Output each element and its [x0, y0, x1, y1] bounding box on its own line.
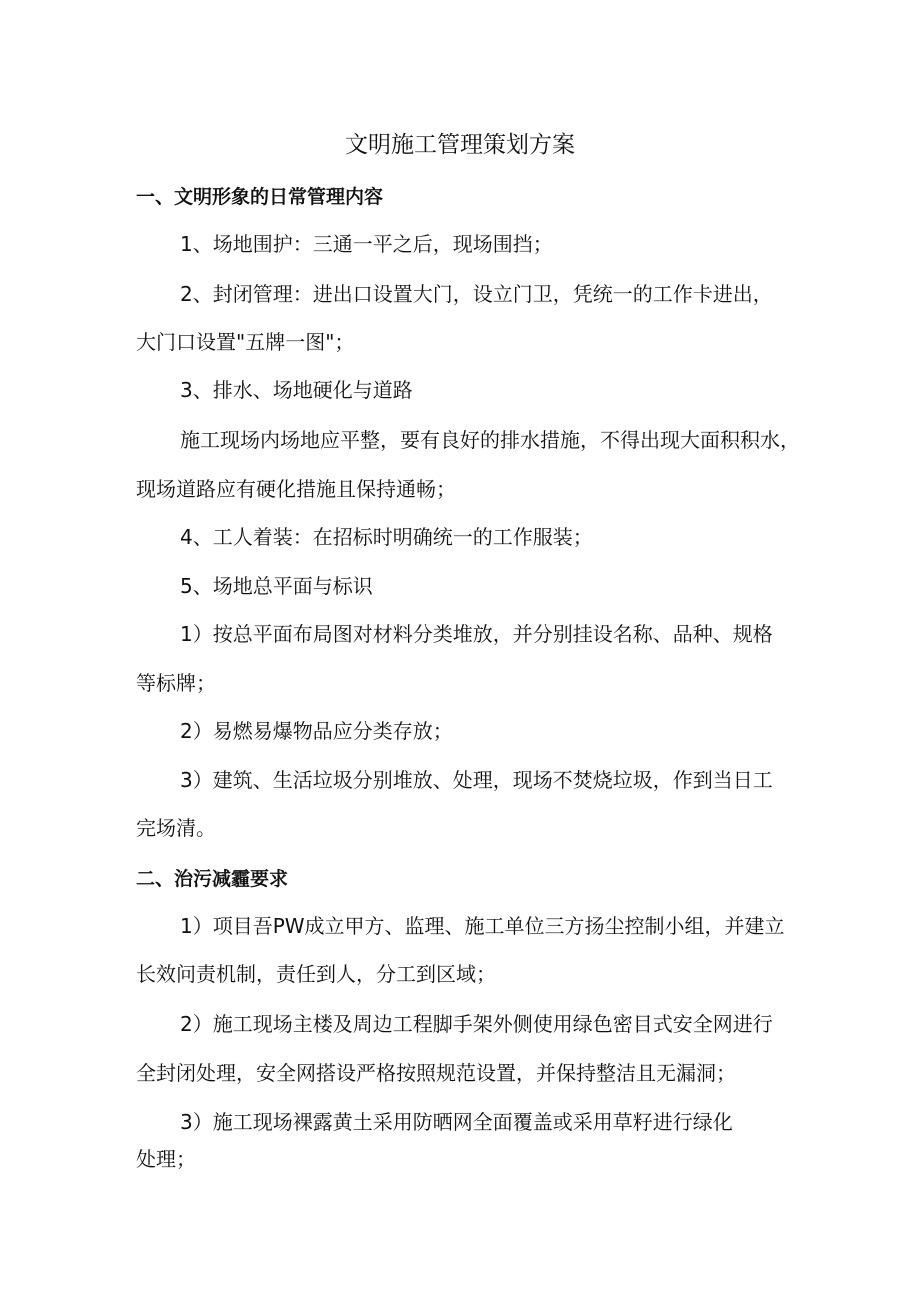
- paragraph-line: 1）按总平面布局图对材料分类堆放，并分别挂设名称、品种、规格: [180, 622, 773, 646]
- paragraph-line: 施工现场内场地应平整，要有良好的排水措施，不得出现大面积积水，: [180, 428, 800, 452]
- paragraph-line: 全封闭处理，安全网搭设严格按照规范设置，并保持整洁且无漏洞；: [136, 1061, 736, 1085]
- paragraph-line: 1）项目吾PW成立甲方、监理、施工单位三方扬尘控制小组，并建立: [180, 914, 785, 938]
- paragraph-line: 大门口设置"五牌一图"；: [136, 330, 355, 354]
- paragraph-line: 处理；: [136, 1147, 196, 1171]
- paragraph-line: 等标牌；: [136, 671, 216, 695]
- paragraph-line: 5、场地总平面与标识: [180, 574, 373, 598]
- paragraph-line: 完场清。: [136, 816, 216, 840]
- paragraph-line: 3、排水、场地硬化与道路: [180, 378, 413, 402]
- paragraph-line: 2、封闭管理：进出口设置大门，设立门卫，凭统一的工作卡进出，: [180, 282, 773, 306]
- paragraph-line: 2）施工现场主楼及周边工程脚手架外侧使用绿色密目式安全网进行: [180, 1012, 773, 1036]
- paragraph-line: 长效问责机制，责任到人，分工到区域；: [136, 962, 496, 986]
- paragraph-line: 现场道路应有硬化措施且保持通畅；: [136, 477, 456, 501]
- paragraph-line: 2）易燃易爆物品应分类存放；: [180, 719, 453, 743]
- paragraph-line: 3）建筑、生活垃圾分别堆放、处理，现场不焚烧垃圾，作到当日工: [180, 768, 773, 792]
- document-title: 文明施工管理策划方案: [345, 132, 575, 158]
- paragraph-line: 3）施工现场裸露黄土采用防晒网全面覆盖或采用草籽进行绿化: [180, 1110, 733, 1134]
- section-heading: 一、文明形象的日常管理内容: [136, 186, 384, 208]
- section-heading: 二、治污减霾要求: [136, 868, 289, 890]
- paragraph-line: 1、场地围护：三通一平之后，现场围挡；: [180, 232, 553, 256]
- paragraph-line: 4、工人着装：在招标时明确统一的工作服装；: [180, 525, 593, 549]
